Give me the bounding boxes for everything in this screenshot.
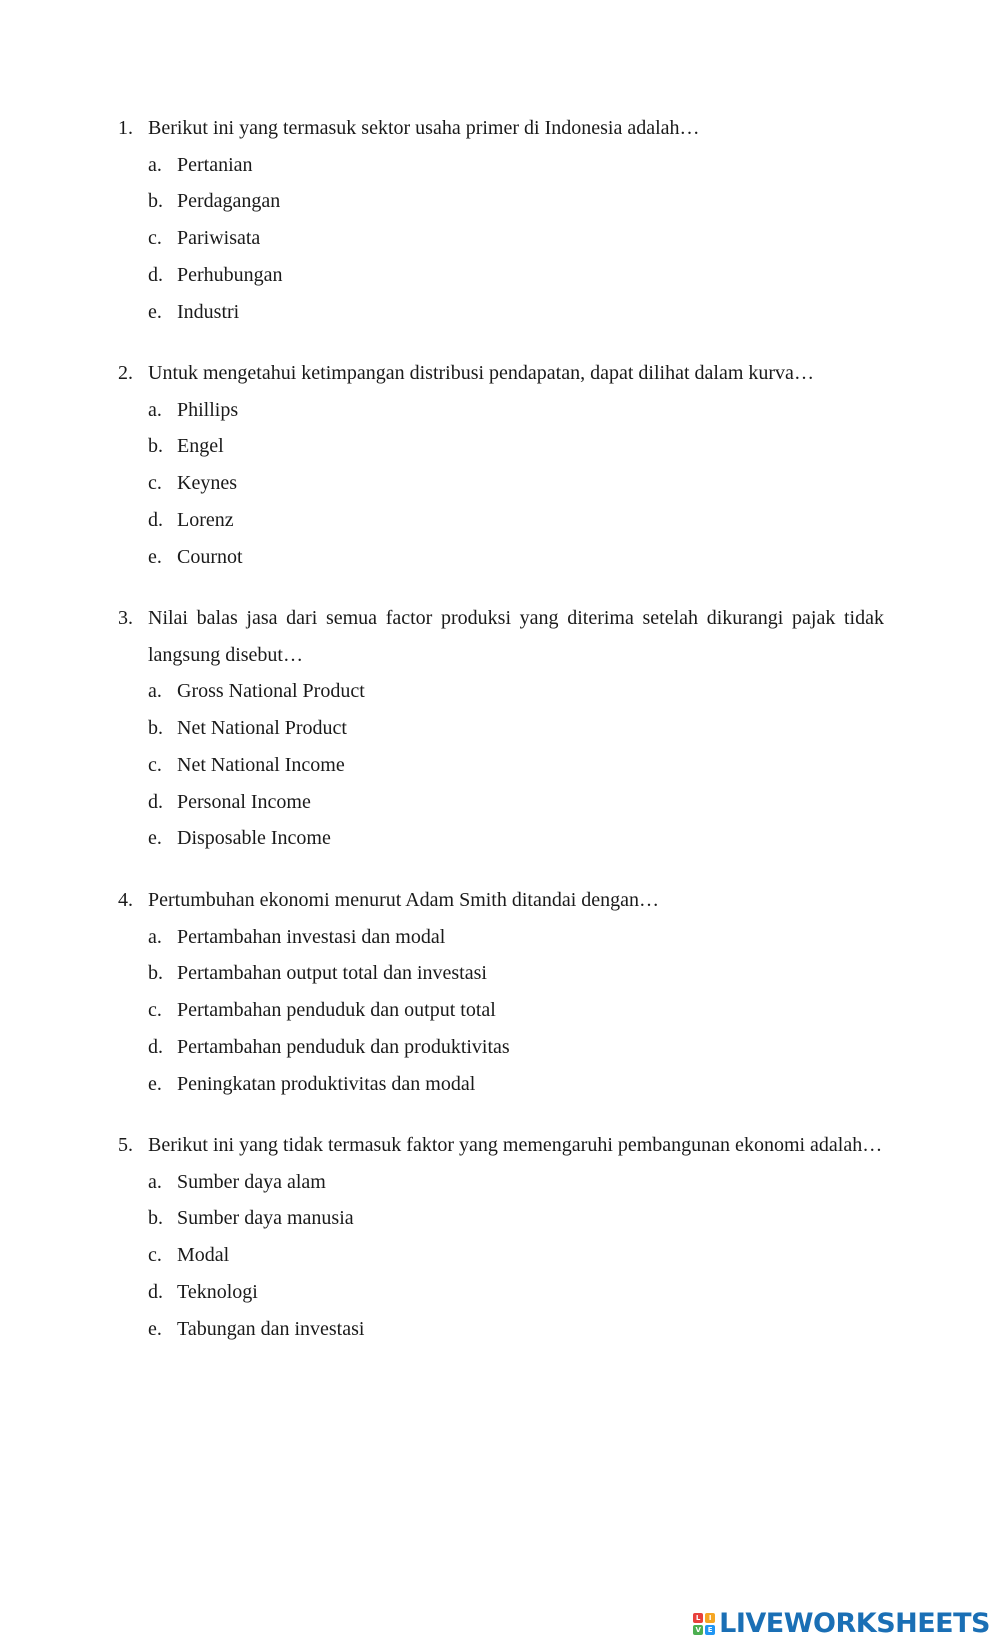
option-a[interactable]	[118, 147, 884, 184]
option-letter: b.	[148, 717, 163, 740]
logo-mark-e: E	[705, 1625, 715, 1635]
option-letter: a.	[148, 925, 162, 948]
option-a[interactable]	[118, 392, 884, 429]
option-text: Pariwisata	[177, 227, 261, 250]
question-stem	[118, 600, 884, 673]
question-text: Nilai balas jasa dari semua factor produksi yang diterima setelah dikurangi pajak tidak langsung disebut…	[148, 607, 884, 666]
option-text: Pertambahan investasi dan modal	[177, 925, 446, 948]
option-d[interactable]	[118, 257, 884, 294]
option-text: Keynes	[177, 472, 237, 495]
option-c[interactable]	[118, 992, 884, 1029]
question-text: Pertumbuhan ekonomi menurut Adam Smith ditandai dengan…	[148, 889, 660, 911]
option-text: Pertambahan penduduk dan output total	[177, 999, 496, 1022]
option-letter: c.	[148, 1244, 162, 1267]
option-text: Pertanian	[177, 153, 253, 176]
option-a[interactable]	[118, 919, 884, 956]
option-letter: d.	[148, 1035, 163, 1058]
option-b[interactable]	[118, 955, 884, 992]
option-letter: a.	[148, 1170, 162, 1193]
option-b[interactable]	[118, 183, 884, 220]
logo-mark-icon	[693, 1613, 715, 1635]
question-number: 4.	[118, 889, 133, 911]
option-letter: d.	[148, 508, 163, 531]
option-letter: d.	[148, 263, 163, 286]
option-e[interactable]	[118, 294, 884, 331]
option-c[interactable]	[118, 465, 884, 502]
option-letter: c.	[148, 753, 162, 776]
option-d[interactable]	[118, 1274, 884, 1311]
option-letter: e.	[148, 545, 162, 568]
option-text: Perhubungan	[177, 263, 283, 286]
option-b[interactable]	[118, 428, 884, 465]
option-text: Teknologi	[177, 1280, 258, 1303]
question-1	[118, 110, 884, 330]
option-letter: a.	[148, 398, 162, 421]
option-text: Modal	[177, 1244, 230, 1267]
option-e[interactable]	[118, 820, 884, 857]
question-stem	[118, 110, 884, 147]
question-text: Berikut ini yang tidak termasuk faktor yang memengaruhi pembangunan ekonomi adalah…	[148, 1134, 883, 1156]
question-number: 1.	[118, 117, 133, 139]
option-a[interactable]	[118, 1164, 884, 1201]
option-text: Pertambahan output total dan investasi	[177, 962, 487, 985]
option-letter: d.	[148, 790, 163, 813]
question-stem	[118, 882, 884, 919]
question-stem	[118, 1127, 884, 1164]
option-text: Engel	[177, 435, 224, 458]
logo-mark-v: V	[693, 1625, 703, 1635]
option-e[interactable]	[118, 1311, 884, 1348]
logo-mark-l: L	[693, 1613, 703, 1623]
option-c[interactable]	[118, 1237, 884, 1274]
option-text: Personal Income	[177, 790, 311, 813]
option-d[interactable]	[118, 1029, 884, 1066]
option-text: Tabungan dan investasi	[177, 1317, 365, 1340]
logo-mark-i: I	[705, 1613, 715, 1623]
option-letter: a.	[148, 153, 162, 176]
option-letter: c.	[148, 999, 162, 1022]
option-letter: e.	[148, 300, 162, 323]
option-e[interactable]	[118, 539, 884, 576]
option-text: Pertambahan penduduk dan produktivitas	[177, 1035, 510, 1058]
option-text: Perdagangan	[177, 190, 281, 213]
option-a[interactable]	[118, 673, 884, 710]
question-4	[118, 882, 884, 1102]
option-letter: b.	[148, 190, 163, 213]
option-text: Cournot	[177, 545, 243, 568]
option-text: Disposable Income	[177, 827, 331, 850]
option-text: Gross National Product	[177, 680, 365, 703]
option-letter: c.	[148, 472, 162, 495]
option-letter: b.	[148, 435, 163, 458]
question-number: 5.	[118, 1134, 133, 1156]
option-b[interactable]	[118, 710, 884, 747]
logo-text: LIVEWORKSHEETS	[719, 1608, 990, 1639]
option-text: Sumber daya manusia	[177, 1207, 354, 1230]
option-d[interactable]	[118, 784, 884, 821]
option-letter: a.	[148, 680, 162, 703]
option-text: Peningkatan produktivitas dan modal	[177, 1072, 476, 1095]
question-3	[118, 600, 884, 857]
option-text: Sumber daya alam	[177, 1170, 326, 1193]
question-text: Berikut ini yang termasuk sektor usaha primer di Indonesia adalah…	[148, 117, 700, 139]
option-letter: d.	[148, 1280, 163, 1303]
option-c[interactable]	[118, 220, 884, 257]
option-d[interactable]	[118, 502, 884, 539]
option-letter: e.	[148, 1317, 162, 1340]
question-5	[118, 1127, 884, 1347]
question-text: Untuk mengetahui ketimpangan distribusi pendapatan, dapat dilihat dalam kurva…	[148, 362, 814, 384]
liveworksheets-logo	[693, 1608, 990, 1639]
option-text: Lorenz	[177, 508, 234, 531]
option-letter: c.	[148, 227, 162, 250]
option-e[interactable]	[118, 1066, 884, 1103]
option-text: Phillips	[177, 398, 239, 421]
option-letter: e.	[148, 1072, 162, 1095]
question-number: 3.	[118, 607, 133, 629]
option-letter: b.	[148, 962, 163, 985]
option-letter: e.	[148, 827, 162, 850]
option-letter: b.	[148, 1207, 163, 1230]
question-stem	[118, 355, 884, 392]
option-c[interactable]	[118, 747, 884, 784]
option-text: Net National Income	[177, 753, 345, 776]
question-2	[118, 355, 884, 575]
question-number: 2.	[118, 362, 133, 384]
option-text: Net National Product	[177, 717, 347, 740]
option-text: Industri	[177, 300, 240, 323]
option-b[interactable]	[118, 1200, 884, 1237]
